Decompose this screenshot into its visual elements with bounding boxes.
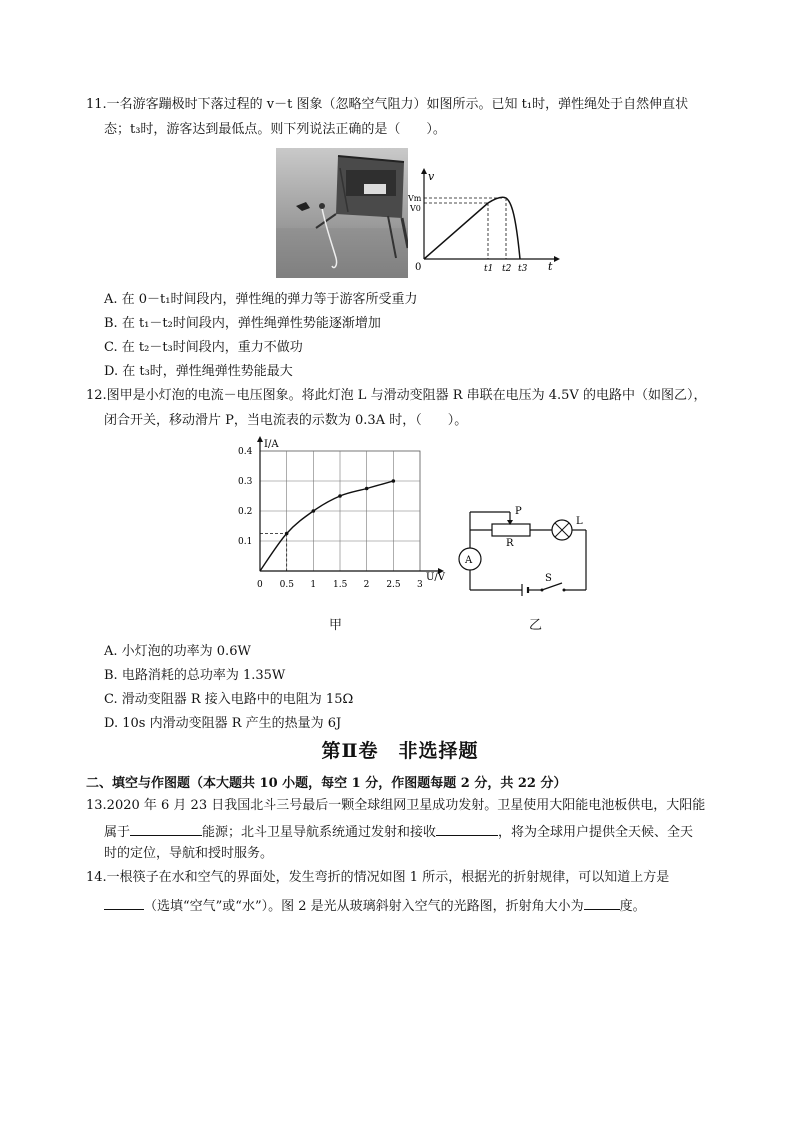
- lamp-label: L: [576, 516, 583, 527]
- bungee-photo: [276, 148, 408, 278]
- vt-t2-label: t2: [502, 264, 512, 274]
- vt-x-label: t: [548, 260, 553, 273]
- switch-label: S: [545, 573, 552, 584]
- q12-option-c[interactable]: C. 滑动变阻器 R 接入电路中的电阻为 15Ω: [104, 692, 354, 707]
- iu-y-tick-label: 0.4: [238, 447, 253, 457]
- q14-text-a: （选填“空气”或“水”）。图 2 是光从玻璃斜射入空气的光路图，折射角大小为: [144, 899, 584, 914]
- iu-x-tick-label: 2.5: [386, 580, 401, 590]
- part-two-heading: 二、填空与作图题（本大题共 10 小题，每空 1 分，作图题每题 2 分，共 22 分）: [86, 776, 567, 791]
- q11-option-a[interactable]: A. 在 0－t₁时间段内，弹性绳的弹力等于游客所受重力: [104, 292, 418, 307]
- q13-text-a: 属于: [104, 825, 131, 840]
- resistor-symbol: [492, 524, 530, 536]
- vt-y-label: v: [428, 170, 435, 183]
- iu-data-point: [338, 494, 342, 498]
- circuit-diagram: [452, 500, 592, 596]
- q13-stem-line1: 13.2020 年 6 月 23 日我国北斗三号最后一颗全球组网卫星成功发射。卫星使用大阳能电池板供电，大阳能: [86, 798, 706, 813]
- q13-text-b: 能源；北斗卫星导航系统通过发射和接收: [202, 825, 437, 840]
- iu-x-tick-label: 1.5: [333, 580, 348, 590]
- iu-x-tick-label: 0.5: [279, 580, 294, 590]
- iu-x-tick-label: 1: [310, 580, 317, 590]
- q14-blank-2[interactable]: [584, 895, 620, 910]
- vt-y-arrow: [421, 168, 427, 174]
- vt-origin: 0: [415, 262, 422, 273]
- iu-xlabel: U/V: [426, 572, 446, 583]
- vt-v0-label: V0: [410, 204, 421, 213]
- iu-data-point: [312, 509, 316, 513]
- iu-y-arrow: [257, 436, 263, 442]
- q11-stem-line2: 态；t₃时，游客达到最低点。则下列说法正确的是（ ）。: [104, 122, 446, 137]
- iu-chart: [236, 436, 450, 610]
- vt-t1-label: t1: [484, 264, 494, 274]
- q13-blank-1[interactable]: [130, 821, 202, 836]
- iu-y-tick-label: 0.2: [238, 507, 253, 517]
- q12-option-b[interactable]: B. 电路消耗的总功率为 1.35W: [104, 668, 286, 683]
- q12-stem-line2: 闭合开关，移动滑片 P，当电流表的示数为 0.3A 时，（ ）。: [104, 413, 468, 428]
- q11-option-c[interactable]: C. 在 t₂－t₃时间段内，重力不做功: [104, 340, 303, 355]
- q13-text-c: ，将为全球用户提供全天候、全天: [498, 825, 694, 840]
- q12-option-a[interactable]: A. 小灯泡的功率为 0.6W: [104, 644, 251, 659]
- section-title: 第Ⅱ卷 非选择题: [321, 740, 479, 762]
- q13-stem-line2: [104, 821, 693, 842]
- iu-y-tick-label: 0.1: [238, 537, 253, 547]
- iu-x-tick-label: 0: [257, 580, 263, 590]
- q11-option-b[interactable]: B. 在 t₁－t₂时间段内，弹性绳弹性势能逐渐增加: [104, 316, 381, 331]
- circuit-caption-yi: 乙: [529, 618, 543, 633]
- q12-stem-line1: 12.图甲是小灯泡的电流－电压图象。将此灯泡 L 与滑动变阻器 R 串联在电压为 4.5V 的电路中（如图乙），: [86, 388, 707, 403]
- vt-graph: [408, 166, 560, 282]
- ammeter-label: A: [465, 555, 473, 566]
- slider-label: P: [515, 506, 522, 517]
- vt-x-arrow: [554, 256, 560, 262]
- iu-y-tick-label: 0.3: [238, 477, 253, 487]
- resistor-label: R: [506, 538, 514, 549]
- graph-caption-jia: 甲: [329, 618, 343, 633]
- switch-blade: [542, 583, 562, 590]
- iu-x-tick-label: 3: [417, 580, 423, 590]
- q12-option-d[interactable]: D. 10s 内滑动变阻器 R 产生的热量为 6J: [104, 716, 342, 731]
- q14-stem-line1: 14.一根筷子在水和空气的界面处，发生弯折的情况如图 1 所示，根据光的折射规律，可以知道上方是: [86, 870, 670, 885]
- iu-ylabel: I/A: [264, 439, 279, 450]
- iu-x-tick-label: 2: [363, 580, 370, 590]
- q11-option-d[interactable]: D. 在 t₃时，弹性绳弹性势能最大: [104, 364, 293, 379]
- q14-text-b: 度。: [619, 899, 646, 914]
- iu-curve: [260, 481, 393, 571]
- iu-data-point: [392, 479, 396, 483]
- q14-blank-1[interactable]: [104, 895, 144, 910]
- q13-blank-2[interactable]: [436, 821, 498, 836]
- vt-t3-label: t3: [518, 264, 528, 274]
- iu-data-point: [365, 487, 369, 491]
- vt-vm-label: Vm: [408, 194, 422, 203]
- q13-stem-line3: 时的定位，导航和授时服务。: [104, 846, 274, 861]
- q14-stem-line2: [104, 895, 646, 916]
- q11-stem-line1: 11.一名游客蹦极时下落过程的 v－t 图象（忽略空气阻力）如图所示。已知 t₁时，弹性绳处于自然伸直状: [86, 97, 689, 112]
